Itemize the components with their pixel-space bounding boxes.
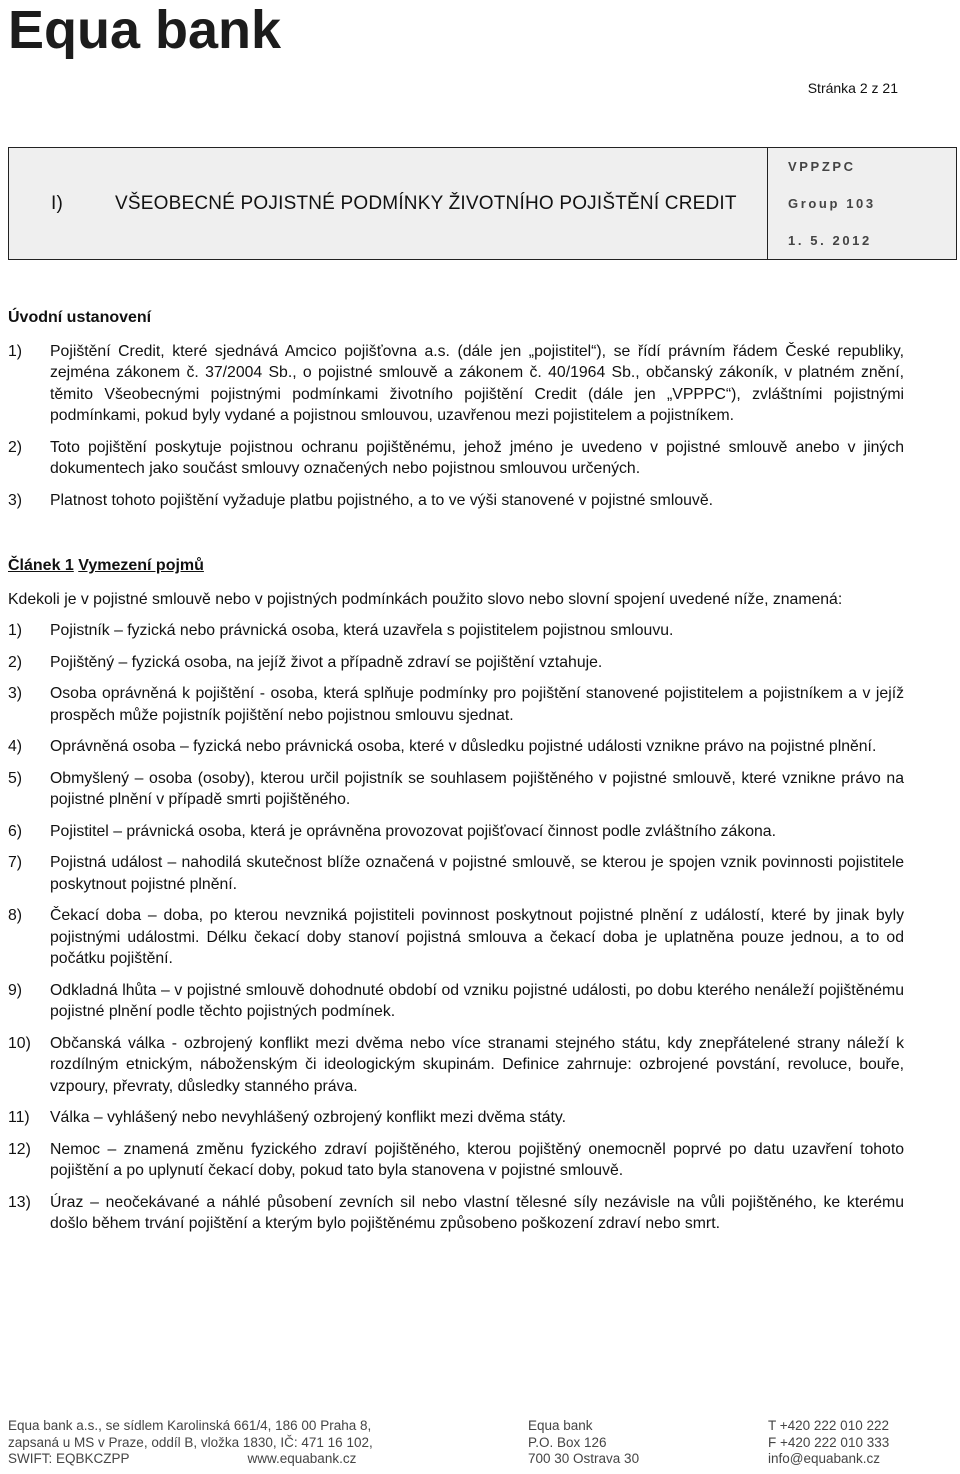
document-code: VPPZPC	[788, 159, 856, 174]
item-text: Pojistitel – právnická osoba, která je oprávněna provozovat pojišťovací činnost podle zvláštního zákona.	[50, 822, 776, 840]
footer-phone: T +420 222 010 222	[768, 1418, 889, 1433]
article1-intro: Kdekoli je v pojistné smlouvě nebo v pojistných podmínkách použito slovo nebo slovní spojení uvedené níže, znamená:	[8, 590, 843, 608]
definition-item	[8, 1192, 904, 1235]
item-text: Obmyšlený – osoba (osoby), kterou určil pojistník se souhlasem pojištěného v pojistné smlouvě, které vznikne právo na pojistné plnění v případě smrti pojištěného.	[50, 769, 904, 808]
item-number: 2)	[8, 438, 23, 456]
article1-heading-title: Vymezení pojmů	[78, 557, 204, 574]
intro-heading: Úvodní ustanovení	[8, 309, 152, 326]
item-text: Pojištěný – fyzická osoba, na jejíž život a případně zdraví se pojištění vztahuje.	[50, 653, 603, 671]
footer-address-line: 700 30 Ostrava 30	[528, 1451, 640, 1466]
definition-item	[8, 1139, 904, 1182]
intro-list	[8, 341, 904, 512]
definition-item	[8, 1107, 904, 1129]
definition-item	[8, 852, 904, 895]
footer-swift: SWIFT: EQBKCZPP	[8, 1451, 130, 1466]
footer-company-line	[8, 1451, 373, 1468]
equa-bank-logo	[8, 2, 298, 69]
definition-item	[8, 1033, 904, 1098]
footer-company-line: zapsaná u MS v Praze, oddíl B, vložka 1830, IČ: 471 16 102,	[8, 1434, 373, 1450]
item-number: 3)	[8, 685, 23, 702]
document-group: Group 103	[788, 196, 876, 211]
footer-company-line: Equa bank a.s., se sídlem Karolinská 661/4, 186 00 Praha 8,	[8, 1418, 372, 1433]
definition-item	[8, 768, 904, 811]
section-number: I)	[51, 192, 64, 214]
footer-email-link[interactable]: info@equabank.cz	[768, 1451, 881, 1466]
document-title: VŠEOBECNÉ POJISTNÉ PODMÍNKY ŽIVOTNÍHO POJIŠTĚNÍ CREDIT	[115, 192, 737, 214]
item-number: 12)	[8, 1140, 31, 1158]
document-date: 1. 5. 2012	[788, 233, 872, 248]
item-number: 1)	[8, 622, 23, 639]
item-number: 13)	[8, 1193, 31, 1211]
footer-contact	[768, 1418, 889, 1468]
item-text: Oprávněná osoba – fyzická nebo právnická osoba, které v důsledku pojistné události vznikne právo na pojistné plnění.	[50, 738, 877, 755]
item-text: Pojištění Credit, které sjednává Amcico pojišťovna a.s. (dále jen „pojistitel“), se řídí právním řádem České republiky, zejména zákonem č. 37/2004 Sb., o pojistné smlouvě a zákonem č. 40/1964 Sb., občanský zákoník, v platném znění, těmito Všeobecnými pojistnými podmínkami životního pojištění Credit (dále jen „VPPPC“), zvláštními pojistnými podmínkami, pokud byly vydané a pojistnou smlouvou, uzavřenou mezi pojistitelem a pojistníkem.	[50, 342, 904, 424]
definition-item	[8, 652, 904, 674]
item-number: 2)	[8, 653, 23, 671]
page-footer	[0, 1418, 960, 1474]
definition-item	[8, 905, 904, 970]
footer-address-line: Equa bank	[528, 1418, 593, 1433]
item-text: Osoba oprávněná k pojištění - osoba, která splňuje podmínky pro pojištění stanovené pojistitelem a pojistníkem a v jejíž prospěch může pojistník pojištění nebo pojistnou smlouvu sjednat.	[50, 685, 904, 724]
item-number: 11)	[8, 1109, 30, 1126]
item-number: 7)	[8, 854, 23, 871]
item-text: Pojistná událost – nahodilá skutečnost blíže označená v pojistné smlouvě, se kterou je spojen vznik povinnosti pojistitele poskytnout pojistné plnění.	[50, 854, 904, 893]
page-number: Stránka 2 z 21	[807, 80, 898, 96]
item-number: 6)	[8, 822, 23, 840]
definition-item	[8, 821, 904, 843]
item-text: Toto pojištění poskytuje pojistnou ochranu pojištěnému, jehož jméno je uvedeno v pojistné smlouvě anebo v jiných dokumentech jako součást smlouvy označených nebo pojistnou smlouvou určených.	[50, 438, 904, 477]
definitions-list	[8, 620, 904, 1235]
item-text: Úraz – neočekávané a náhlé působení zevních sil nebo vlastní tělesné síly nezávisle na vůli pojištěného, ke kterému došlo během trvání pojištění a kterým bylo pojištěnému způsobeno poškození zdraví nebo smrt.	[50, 1193, 904, 1232]
document-header	[8, 147, 957, 260]
footer-fax: F +420 222 010 333	[768, 1434, 890, 1450]
header-meta-cell	[768, 148, 957, 260]
item-text: Platnost tohoto pojištění vyžaduje platbu pojistného, a to ve výši stanovené v pojistné smlouvě.	[50, 491, 713, 509]
definition-item	[8, 620, 904, 642]
item-text: Pojistník – fyzická nebo právnická osoba, která uzavřela s pojistitelem pojistnou smlouvu.	[50, 622, 674, 639]
footer-address	[528, 1418, 639, 1468]
intro-item	[8, 490, 904, 512]
item-text: Čekací doba – doba, po kterou nevzniká pojistiteli povinnost poskytnout pojistné plnění z událostí, které by jinak byly pojistnými událostmi. Délku čekací doby stanoví pojistná smlouva a čekací doba je uplatněna pouze jednou, a to od počátku pojištění.	[50, 907, 904, 967]
article1-heading	[8, 555, 904, 577]
item-text: Válka – vyhlášený nebo nevyhlášený ozbrojený konflikt mezi dvěma státy.	[50, 1109, 567, 1126]
item-number: 1)	[8, 342, 23, 360]
footer-website-link[interactable]: www.equabank.cz	[247, 1451, 357, 1466]
intro-item	[8, 341, 904, 427]
definition-item	[8, 980, 904, 1023]
item-number: 10)	[8, 1034, 31, 1052]
item-number: 4)	[8, 738, 23, 755]
intro-item	[8, 437, 904, 480]
svg-text:Equa bank: Equa bank	[8, 2, 282, 60]
item-text: Odkladná lhůta – v pojistné smlouvě dohodnuté období od vzniku pojistné události, po dobu kterého nenáleží pojištěnému pojistné plnění podle těchto pojistných podmínek.	[50, 981, 904, 1020]
item-number: 5)	[8, 769, 23, 787]
footer-address-line: P.O. Box 126	[528, 1434, 607, 1450]
item-number: 8)	[8, 907, 23, 924]
definition-item	[8, 683, 904, 726]
document-body	[8, 307, 904, 1245]
item-text: Nemoc – znamená změnu fyzického zdraví pojištěného, kterou pojištěný onemocněl poprvé po datu uzavření tohoto pojištění a po uplynutí čekací doby, pokud tato byla stanovena v pojistné smlouvě.	[50, 1140, 904, 1179]
item-text: Občanská válka - ozbrojený konflikt mezi dvěma nebo více stranami stejného státu, kdy znepřátelené strany náleží k rozdílným etnickým, náboženským či ideologickým skupinám. Definice zahrnuje: ozbrojené povstání, revoluce, bouře, vzpoury, převraty, důsledky stanného práva.	[50, 1034, 904, 1095]
item-number: 3)	[8, 491, 23, 509]
definition-item	[8, 736, 904, 758]
header-title-cell	[9, 148, 768, 260]
logo-graphic	[8, 2, 298, 64]
article1-heading-prefix: Článek 1	[8, 557, 74, 574]
footer-company	[8, 1418, 373, 1468]
item-number: 9)	[8, 981, 23, 999]
